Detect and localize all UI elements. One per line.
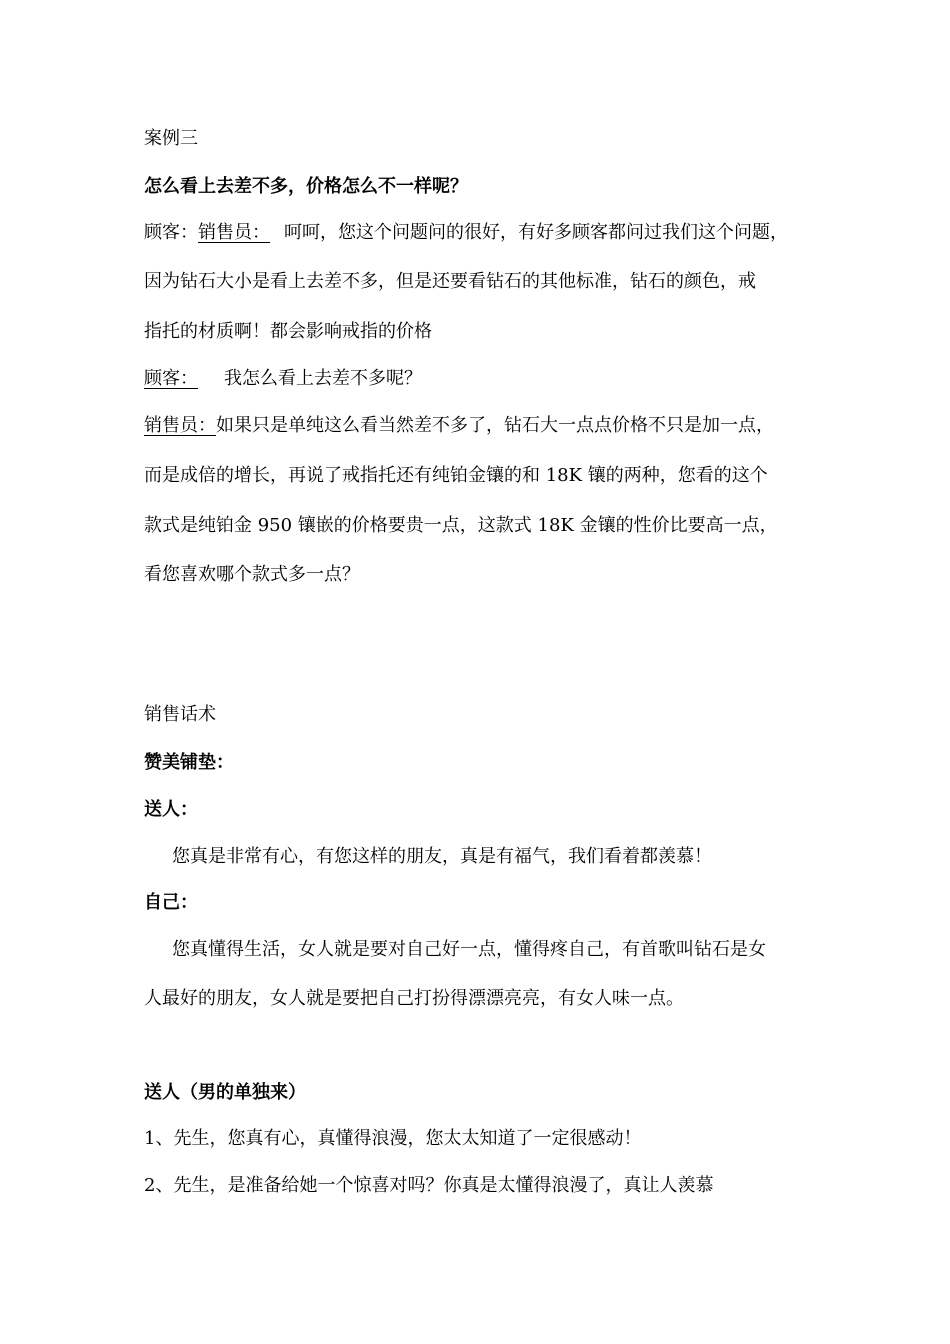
dialogue-line-1 bbox=[144, 221, 788, 245]
male-item-1: 1、先生，您真有心，真懂得浪漫，您太太知道了一定很感动！ bbox=[144, 1128, 642, 1149]
dialogue-line-8: 看您喜欢哪个款式多一点？ bbox=[144, 564, 360, 585]
dialogue-text: 我怎么看上去差不多呢？ bbox=[224, 368, 422, 389]
case-heading: 案例三 bbox=[144, 128, 198, 149]
dialogue-line-4 bbox=[144, 367, 422, 391]
dialogue-line-2: 因为钻石大小是看上去差不多，但是还要看钻石的其他标准，钻石的颜色，戒 bbox=[144, 271, 756, 292]
case-question: 怎么看上去差不多，价格怎么不一样呢？ bbox=[144, 176, 468, 197]
self-text-2: 人最好的朋友，女人就是要把自己打扮得漂漂亮亮，有女人味一点。 bbox=[144, 988, 684, 1009]
self-heading: 自己： bbox=[144, 892, 198, 913]
male-item-2: 2、先生，是准备给她一个惊喜对吗？你真是太懂得浪漫了，真让人羡慕 bbox=[144, 1175, 714, 1196]
dialogue-text: 呵呵，您这个问题问的很好，有好多顾客都问过我们这个问题， bbox=[284, 222, 788, 243]
dialogue-text: 如果只是单纯这么看当然差不多了，钻石大一点点价格不只是加一点， bbox=[216, 415, 774, 436]
sales-label: 销售员： bbox=[144, 415, 216, 436]
script-heading: 销售话术 bbox=[144, 704, 216, 725]
gift-heading: 送人： bbox=[144, 799, 198, 820]
dialogue-line-7: 款式是纯铂金 950 镶嵌的价格要贵一点，这款式 18K 金镶的性价比要高一点， bbox=[144, 515, 778, 536]
male-heading: 送人（男的单独来） bbox=[144, 1082, 306, 1103]
customer-label: 顾客： bbox=[144, 368, 198, 389]
gift-text: 您真是非常有心，有您这样的朋友，真是有福气，我们看着都羡慕！ bbox=[172, 846, 712, 867]
praise-heading: 赞美铺垫： bbox=[144, 752, 234, 773]
self-text-1: 您真懂得生活，女人就是要对自己好一点，懂得疼自己，有首歌叫钻石是女 bbox=[172, 939, 766, 960]
dialogue-line-6: 而是成倍的增长，再说了戒指托还有纯铂金镶的和 18K 镶的两种，您看的这个 bbox=[144, 465, 768, 486]
sales-label: 销售员： bbox=[198, 222, 270, 243]
dialogue-line-5 bbox=[144, 414, 774, 438]
customer-label: 顾客： bbox=[144, 222, 198, 243]
dialogue-line-3: 指托的材质啊！都会影响戒指的价格 bbox=[144, 321, 432, 342]
